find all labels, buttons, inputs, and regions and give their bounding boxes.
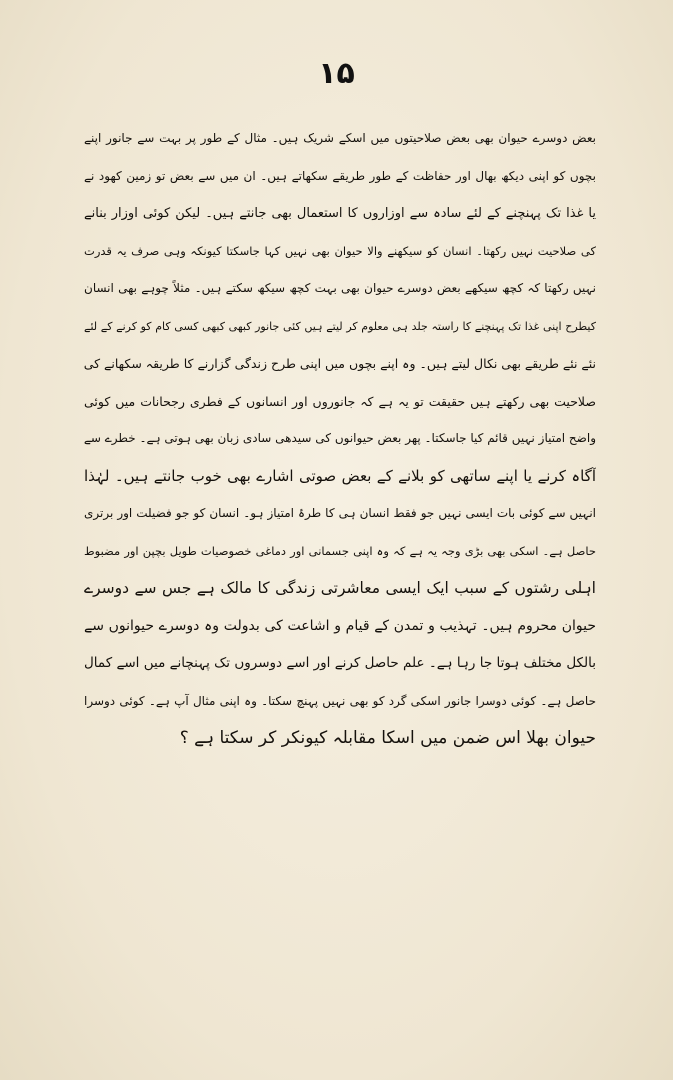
text-line: حاصل ہے۔ اسکی بھی بڑی وجہ یہ ہے کہ وہ اپنی جسمانی اور دماغی خصوصیات طویل بچپن اور مضبوط [84, 543, 596, 558]
text-line: نہیں رکھتا کہ کچھ سیکھے بعض دوسرے حیوان بھی بہت کچھ سیکھ سکتے ہیں۔ مثلاً چوہے بھی انسان [84, 281, 596, 295]
text-line: حاصل ہے۔ کوئی دوسرا جانور اسکی گرد کو بھی نہیں پہنچ سکتا۔ وہ اپنی مثال آپ ہے۔ کوئی دوسرا [84, 693, 596, 708]
text-line: بالکل مختلف ہوتا جا رہا ہے۔ علم حاصل کرنے اور اسے دوسروں تک پہنچانے میں اسے کمال [84, 655, 596, 671]
text-line: بعض دوسرے حیوان بھی بعض صلاحیتوں میں اسکے شریک ہیں۔ مثال کے طور پر بہت سے جانور اپنے [84, 131, 596, 145]
text-line: انہیں سے کوئی بات ایسی نہیں جو فقط انسان ہی کا طرۂ امتیاز ہو۔ انسان کو جو فضیلت اور برتری [84, 506, 596, 520]
text-line: نئے نئے طریقے بھی نکال لیتے ہیں۔ وہ اپنے بچوں میں اپنی طرح زندگی گزارنے کا طریقہ سکھانے کی [84, 356, 596, 371]
body-text [84, 120, 596, 758]
page-number: ۱۵ [318, 56, 355, 91]
text-line: بچوں کو اپنی دیکھ بھال اور حفاظت کے طور طریقے سکھاتے ہیں۔ ان میں سے بعض تو زمین کھود نے [84, 168, 596, 183]
text-line: اہلی رشتوں کے سبب ایک ایسی معاشرتی زندگی کا مالک ہے جس سے دوسرے [84, 579, 596, 597]
text-line: واضح امتیاز نہیں قائم کیا جاسکتا۔ پھر بعض حیوانوں کی سیدھی سادی زبان بھی ہوتی ہے۔ خطرے سے [84, 431, 596, 445]
text-line: صلاحیت بھی رکھتے ہیں حقیقت تو یہ ہے کہ جانوروں اور انسانوں کے فطری رجحانات میں کوئی [84, 393, 596, 409]
text-line: حیوان بھلا اس ضمن میں اسکا مقابلہ کیونکر کر سکتا ہے ؟ [179, 728, 596, 748]
text-line: یا غذا تک پہنچنے کے لئے سادہ سے اوزاروں کا استعمال بھی جانتے ہیں۔ لیکن کوئی اوزار بنانے [84, 206, 596, 221]
text-line: کی صلاحیت نہیں رکھتا۔ انسان کو سیکھنے والا حیوان بھی نہیں کہا جاسکتا کیونکہ وہی صرف یہ قدرت [84, 243, 596, 258]
text-line: حیوان محروم ہیں۔ تہذیب و تمدن کے قیام و اشاعت کی بدولت وہ دوسرے حیوانوں سے [84, 617, 596, 634]
text-line: کیطرح اپنی غذا تک پہنچنے کا راستہ جلد ہی معلوم کر لیتے ہیں کئی جانور کبھی کبھی کسی کام کو کرنے کے لئے [84, 319, 596, 333]
text-line: آگاہ کرنے یا اپنے ساتھی کو بلانے کے بعض صوتی اشارے بھی خوب جانتے ہیں۔ لہٰذا [84, 466, 596, 485]
